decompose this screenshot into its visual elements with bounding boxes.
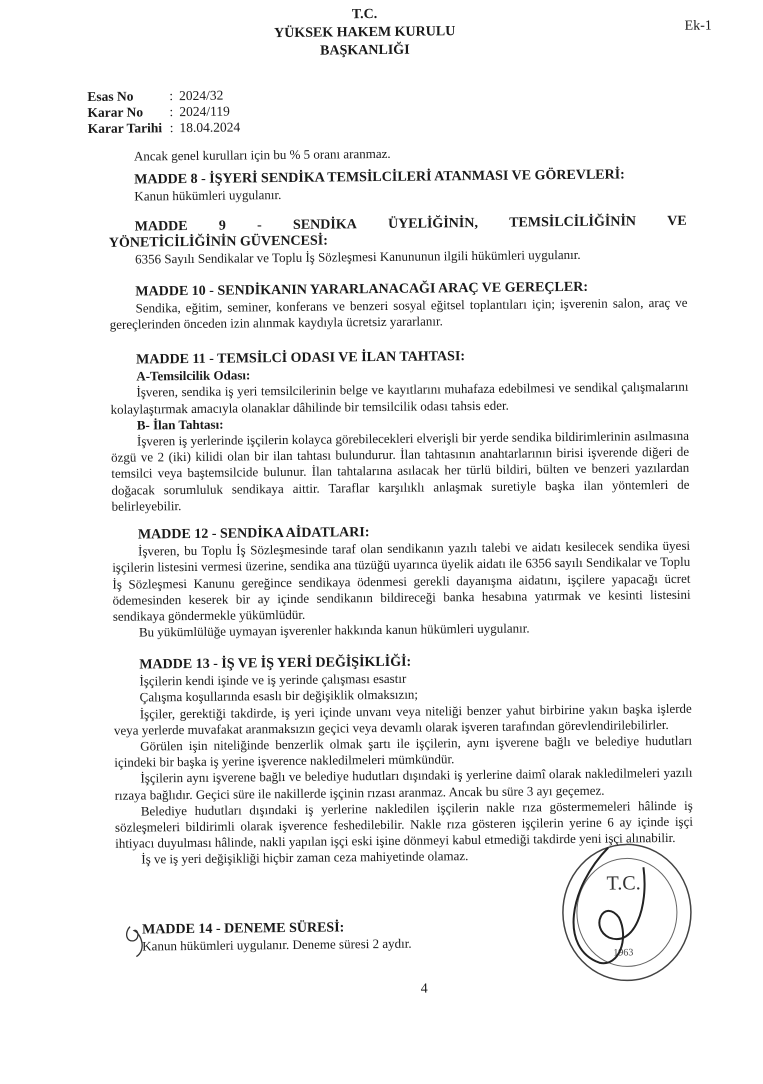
article-body: Bu yükümlülüğe uymayan işverenler hakkında kanun hükümleri uygulanır. [138,620,530,640]
meta-label: Esas No [87,88,134,105]
svg-text:T.C.: T.C. [606,872,641,895]
meta-value: 2024/32 [179,87,224,104]
article-body: İş ve iş yeri değişikliği hiçbir zaman ceza mahiyetinde olamaz. [141,848,469,867]
initials-signature [122,920,162,960]
meta-sep: : [169,120,174,136]
article-body: 6356 Sayılı Sendikalar ve Toplu İş Sözleşmesi Kanununun ilgili hükümleri uygulanır. [134,247,581,267]
article-title: MADDE 10 - SENDİKANIN YARARLANACAĞI ARAÇ VE GEREÇLER: [135,279,589,300]
title-word: - [257,218,262,234]
meta-sep: : [169,88,174,104]
annex-label: Ek-1 [684,18,712,34]
header-institution: YÜKSEK HAKEM KURULU [273,24,456,42]
article-title: MADDE 13 - İŞ VE İŞ YERİ DEĞİŞİKLİĞİ: [139,654,412,673]
article-title-cont: YÖNETİCİLİĞİNİN GÜVENCESİ: [108,233,328,252]
article-body: İşçilerin aynı işverene bağlı ve belediye hudutları dışındaki iş yerlerine daimî olarak nakledilmeleri yazılı rızaya bağlıdır. Geçici süre ile nakillerde işçinin rızası aranmaz. Ancak bu süre 3 ayı geçemez. [114,765,693,803]
article-title: MADDE 14 - DENEME SÜRESİ: [141,920,345,938]
title-word: VE [667,213,687,229]
article-title: MADDE 8 - İŞYERİ SENDİKA TEMSİLCİLERİ ATANMASI VE GÖREVLERİ: [134,167,625,188]
article-10 [109,279,687,334]
article-body: İşveren, bu Toplu İş Sözleşmesinde taraf olan sendikanın yazılı talebi ve aidatı kesilecek sendika üyesi işçilerin listesini vermesi üzerine, sendika ana tüzüğü uyarınca üyelik aidatı ile 6356 sayılı Sendikalar ve Toplu İş Sözleşmesi Kanunu gereğince sendikaya ödenmesi gerekli dayanışma aidatını, işçilere yapacağı ücret ödemesinden keserek bir ay içinde sendikanın bildireceği banka hesabına yatırmak ve kesinti listesini sendikaya göndermekle yükümlüdür. [112,537,691,624]
title-word: 9 [218,218,226,234]
title-word: SENDİKA [292,217,357,233]
subsection-title: A-Temsilcilik Odası: [136,367,251,384]
official-seal [548,827,700,989]
header-presidency: BAŞKANLIĞI [320,42,410,59]
article-body: Sendika, eğitim, seminer, konferans ve benzeri sosyal eğitsel toplantıları için; işverenin salon, araç ve gereçlerinden önceden izin alınmak kaydıyla ücretsiz yararlanır. [109,294,688,333]
intro-text: Ancak genel kurulları için bu % 5 oranı aranmaz. [133,145,391,164]
article-title: MADDE 11 - TEMSİLCİ ODASI VE İLAN TAHTASI: [136,349,466,368]
title-word: ÜYELİĞİNİN, [387,215,478,232]
title-word: MADDE [134,218,188,235]
article-body: Kanun hükümleri uygulanır. Deneme süresi 2 aydır. [142,935,412,954]
meta-label: Karar No [87,104,144,121]
article-body: İşveren iş yerlerinde işçilerin kolayca görebilecekleri elverişli bir yerde sendika bildirimlerinin asılmasına özgü ve 2 (iki) kilidi olan bir ilan tahtası bulundurur. İlan tahtasının anahtarlarının birisi işverende diğeri de temsilci veya baştemsilcide bulunur. İlan tahtalarına asılacak her türlü bildiri, bülten ve benzeri yazılardan doğacak sorumluluk sendikaya aittir. Taraflar karşılıklı anlaşmak suretiyle başka ilan yöntemleri de belirleyebilir. [111,427,690,514]
svg-text:1963: 1963 [613,947,634,959]
article-body: Çalışma koşullarında esaslı bir değişiklik olmaksızın; [139,687,419,705]
article-body: Belediye hudutları dışındaki iş yerlerine nakledilen işçilerin nakle rıza göstermemeleri hâlinde iş sözleşmeleri bildirimli olarak işverence feshedilebilir. Nakle rıza gösteren işçilerin yerine 6 ay içinde işçi ihtiyacı duyulması hâlinde, nakli yapılan işçi eski işine dönmeyi kabul etmediği takdirde yeni işçi alınabilir. [114,797,694,852]
header-tc: T.C. [351,7,378,23]
article-12 [112,522,691,641]
article-11 [110,347,690,515]
meta-value: 2024/119 [179,103,230,120]
page-number: 4 [420,981,428,997]
meta-label: Karar Tarihi [87,120,163,137]
title-word: TEMSİLCİLİĞİNİN [509,214,637,231]
article-8 [108,167,686,205]
meta-value: 18.04.2024 [179,119,241,136]
article-body: İşveren, sendika iş yeri temsilcilerinin belge ve kayıtlarını muhafaza edebilmesi ve sendikal çalışmalarını kolaylaştırmak amacıyla olanaklar dâhilinde bir temsilcilik odası tahsis eder. [110,379,689,417]
meta-sep: : [169,104,174,120]
article-title: MADDE 12 - SENDİKA AİDATLARI: [137,525,370,543]
article-body: Görülen işin niteliğinde benzerlik olmak şartı ile işçilerin, aynı işverene bağlı ve belediye hudutları içindeki bir başka iş yerine işverence nakledilmeleri mümkündür. [114,732,693,771]
article-body: Kanun hükümleri uygulanır. [134,187,282,204]
case-info [87,87,246,137]
article-body: İşçiler, gerektiği takdirde, iş yeri içinde unvanı veya niteliği benzer yahut birbirine yakın başka işlerde veya yerlerde muvafakat aranmaksızın geçici veya devamlı olarak işveren tarafından görevlendirilebilirler. [113,700,692,738]
subsection-title: B- İlan Tahtası: [136,416,224,433]
article-9 [109,214,687,269]
article-body: İşçilerin kendi işinde ve iş yerinde çalışması esastır [139,670,407,689]
